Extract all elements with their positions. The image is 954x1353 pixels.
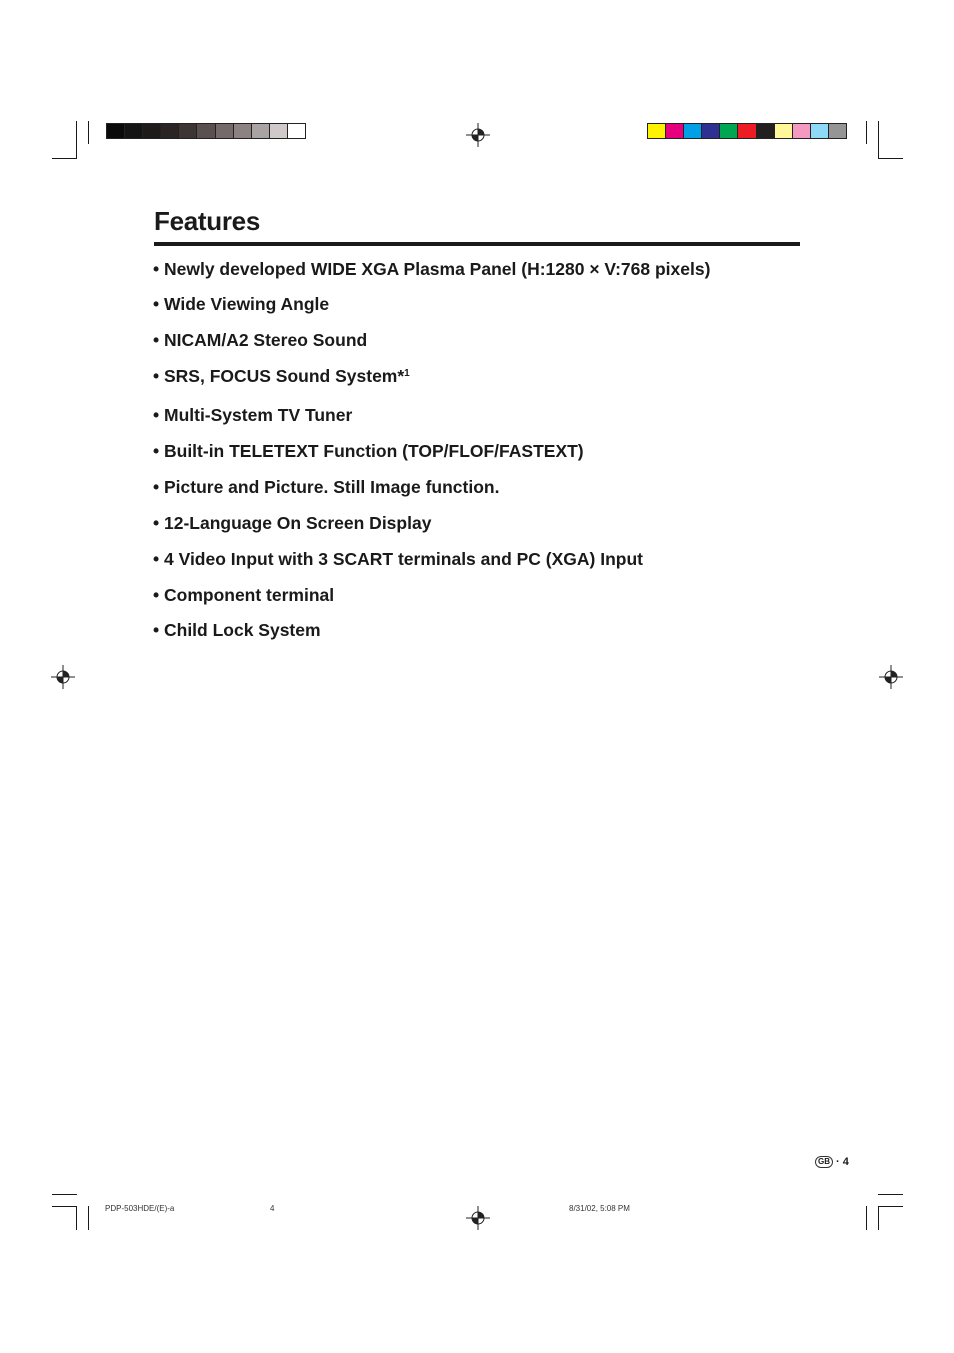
- color-swatch: [775, 124, 793, 138]
- registration-mark-icon: [466, 1206, 490, 1230]
- list-item: • Newly developed WIDE XGA Plasma Panel (H:1280 × V:768 pixels): [153, 259, 711, 279]
- color-swatch: [702, 124, 720, 138]
- footnote-marker: 1: [404, 368, 410, 379]
- crop-mark: [76, 121, 77, 158]
- list-item: • NICAM/A2 Stereo Sound: [153, 330, 368, 350]
- crop-mark: [878, 1206, 903, 1207]
- list-item: • Wide Viewing Angle: [153, 294, 330, 314]
- color-swatch: [720, 124, 738, 138]
- list-item: • Picture and Picture. Still Image function.: [153, 477, 500, 497]
- list-item: • Built-in TELETEXT Function (TOP/FLOF/FASTEXT): [153, 441, 584, 461]
- color-swatch: [270, 124, 288, 138]
- color-swatch: [197, 124, 215, 138]
- color-swatch: [216, 124, 234, 138]
- list-item: • Multi-System TV Tuner: [153, 405, 353, 425]
- crop-mark: [878, 1194, 903, 1195]
- registration-mark-icon: [51, 665, 75, 689]
- crop-mark: [88, 1206, 89, 1230]
- footer-page: 4: [270, 1204, 275, 1213]
- page-number-text: · 4: [836, 1156, 849, 1168]
- color-swatch: [179, 124, 197, 138]
- list-item: • SRS, FOCUS Sound System*$^1$: [153, 366, 410, 386]
- color-swatch: [738, 124, 756, 138]
- crop-mark: [52, 158, 77, 159]
- title-underline: [154, 242, 800, 246]
- crop-mark: [76, 1206, 77, 1230]
- language-badge: GB: [815, 1156, 833, 1168]
- list-item: • Component terminal: [153, 585, 335, 605]
- crop-mark: [866, 1206, 867, 1230]
- page-title: Features: [154, 206, 260, 236]
- color-swatch: [125, 124, 143, 138]
- color-swatch: [684, 124, 702, 138]
- crop-mark: [878, 121, 879, 158]
- color-swatch: [234, 124, 252, 138]
- color-swatch: [161, 124, 179, 138]
- crop-mark: [866, 121, 867, 144]
- crop-mark: [52, 1206, 77, 1207]
- registration-mark-icon: [879, 665, 903, 689]
- footer-timestamp: 8/31/02, 5:08 PM: [569, 1204, 630, 1213]
- color-calibration-strip: [647, 123, 847, 139]
- registration-mark-icon: [466, 123, 490, 147]
- color-swatch: [288, 124, 305, 138]
- list-item: • 4 Video Input with 3 SCART terminals and PC (XGA) Input: [153, 549, 643, 569]
- crop-mark: [52, 1194, 77, 1195]
- grayscale-calibration-strip: [106, 123, 306, 139]
- color-swatch: [252, 124, 270, 138]
- color-swatch: [143, 124, 161, 138]
- color-swatch: [811, 124, 829, 138]
- crop-mark: [878, 158, 903, 159]
- page-number: [815, 1156, 849, 1168]
- color-swatch: [648, 124, 666, 138]
- color-swatch: [107, 124, 125, 138]
- color-swatch: [829, 124, 846, 138]
- color-swatch: [757, 124, 775, 138]
- crop-mark: [878, 1206, 879, 1230]
- color-swatch: [793, 124, 811, 138]
- crop-mark: [88, 121, 89, 144]
- footer-filename: PDP-503HDE/(E)-a: [105, 1204, 175, 1213]
- list-item: • 12-Language On Screen Display: [153, 513, 432, 533]
- list-item: • Child Lock System: [153, 620, 321, 640]
- color-swatch: [666, 124, 684, 138]
